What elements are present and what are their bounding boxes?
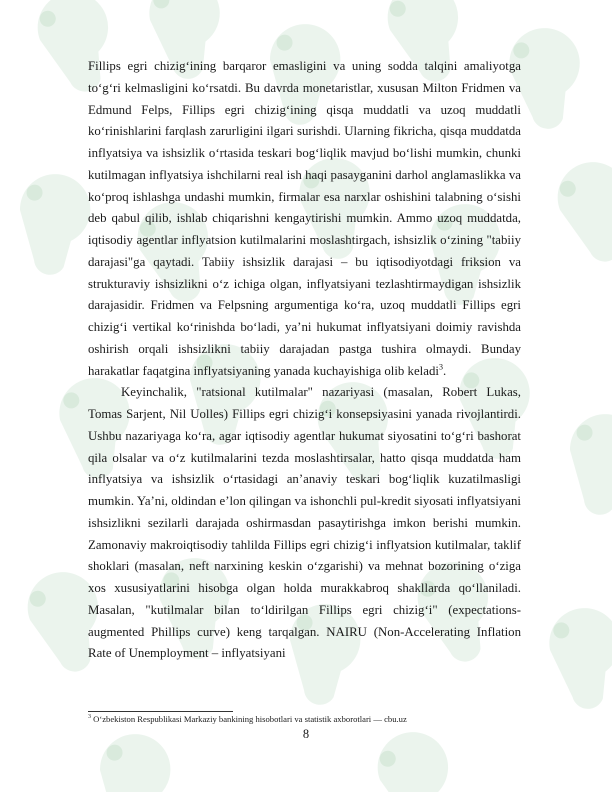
- paragraph-1: [88, 56, 521, 382]
- watermark-glyph: [567, 411, 612, 517]
- footnote-text: O‘zbekiston Respublikasi Markaziy bankining hisobotlari va statistik axborotlari — cbu.uz: [91, 714, 407, 724]
- footnote-divider: [88, 711, 233, 712]
- paragraph-2: Keyinchalik, "ratsional kutilmalar" nazariyasi (masalan, Robert Lukas, Tomas Sarjent, Nil Uolles) Fillips egri chizig‘i konsepsiyasini yanada rivojlantirdi. Ushbu nazariyaga ko‘ra, agar iqtisodiy agentlar hukumat siyosatini to‘g‘ri bashorat qila olsalar va o‘z kutilmalarini tezda moslashtirsalar, hatto qisqa muddatda ham inflyatsiya va ishsizlik o‘rtasidagi an’anaviy teskari bog‘liqlik kuzatilmasligi mumkin. Ya’ni, oldindan e’lon qilingan va ishonchli pul-kredit siyosati inflyatsiyani ishsizlikni sezilarli darajada oshirmasdan pasaytirishga imkon berishi mumkin. Zamonaviy makroiqtisodiy tahlilda Fillips egri chizig‘i inflyatsion kutilmalar, taklif shoklari (masalan, neft narxining keskin o‘zgarishi) va mehnat bozorining o‘ziga xos xususiyatlarini hisobga olgan holda murakkabroq shakllarda qo‘llaniladi. Masalan, "kutilmalar bilan to‘ldirilgan Fillips egri chizig‘i" (expectations-augmented Phillips curve) keng tarqalgan. NAIRU (Non-Accelerating Inflation Rate of Unemployment – inflyatsiyani: [88, 385, 521, 661]
- watermark-glyph: [546, 151, 612, 271]
- paragraph-1-tail: .: [442, 363, 447, 378]
- main-text: [88, 56, 521, 665]
- footnote: [88, 714, 521, 725]
- footnote-number: 3: [88, 714, 91, 721]
- watermark-glyph: [542, 600, 612, 715]
- watermark-glyph: [17, 171, 96, 277]
- page-number: 8: [302, 727, 310, 741]
- paragraph-1-text: Fillips egri chizig‘ining barqaror emasligini va uning sodda talqini amaliyotga to‘g‘ri kelmasligini ko‘rsatdi. Bu davrda monetaristlar, xususan Milton Fridmen va Edmund Felps, Fillips egri chizig‘ining qisqa muddatli va uzoq muddatli ko‘rinishlarini farqlash zarurligini ilgari surishdi. Ularning fikricha, qisqa muddatda inflyatsiya va ishsizlik o‘rtasida teskari bog‘liqlik mavjud bo‘lishi mumkin, chunki kutilmagan inflyatsiya ishchilarni real ish haqi pasayganini darhol anglamaslikka va ko‘proq ishlashga undashi mumkin, firmalar esa narxlar oshishini talabning o‘sishi deb qabul qilib, ishlab chiqarishni kengaytirishi mumkin. Ammo uzoq muddatda, iqtisodiy agentlar inflyatsion kutilmalarini moslashtirgach, ishsizlik o‘zining "tabiiy darajasi"ga qaytadi. Tabiiy ishsizlik darajasi – bu iqtisodiyotdagi friksion va strukturaviy ishsizlikni o‘z ichiga olgan, inflyatsiyani tezlashtirmaydigan ishsizlik darajasidir. Fridmen va Felpsning argumentiga ko‘ra, uzoq muddatli Fillips egri chizig‘i vertikal ko‘rinishda bo‘ladi, ya’ni hukumat inflyatsiyani doimiy ravishda oshirish orqali ishsizlikni tabiiy darajadan pastga tushira olmaydi. Bunday harakatlar faqatgina inflyatsiyaning yanada kuchayishiga olib keladi: [88, 59, 521, 378]
- footnote-reference: 3: [438, 362, 443, 372]
